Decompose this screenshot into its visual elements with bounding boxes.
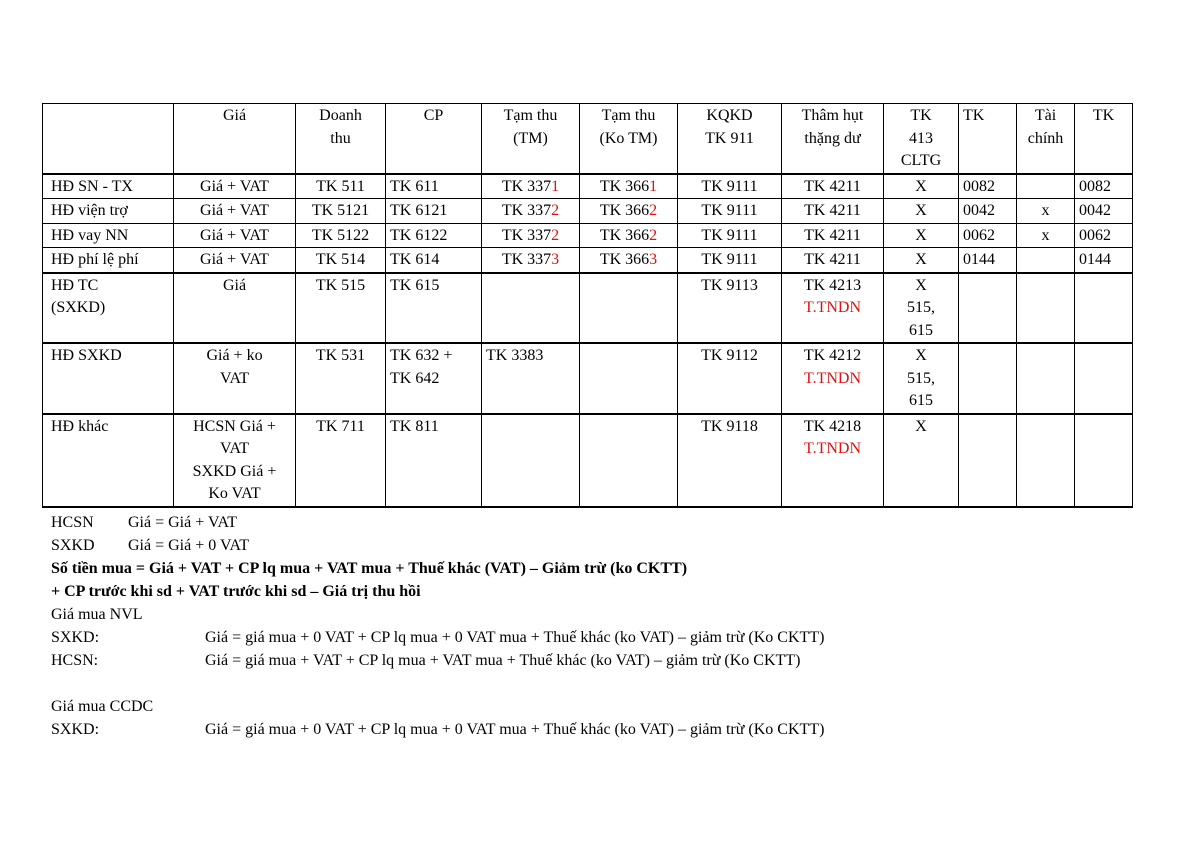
cost-cell: TK 614	[386, 248, 482, 273]
row-label: HĐ vay NN	[43, 223, 174, 248]
revenue-cell: TK 5121	[296, 199, 386, 224]
tndn-note: T.TNDN	[803, 440, 862, 457]
table-row	[43, 199, 1133, 224]
finance-cell	[1017, 248, 1075, 273]
price-cell: HCSN Giá + VAT SXKD Giá + Ko VAT	[174, 414, 296, 507]
price-cell: Giá + VAT	[174, 223, 296, 248]
cost-cell: TK 6121	[386, 199, 482, 224]
temp-tm-cell	[482, 414, 580, 507]
revenue-cell: TK 711	[296, 414, 386, 507]
surplus-cell: TK 4213 T.TNDN	[782, 273, 884, 344]
header-cell: Tạm thu (Ko TM)	[580, 104, 678, 174]
finance-cell	[1017, 174, 1075, 199]
surplus-cell: TK 4211	[782, 174, 884, 199]
cost-cell: TK 6122	[386, 223, 482, 248]
revenue-cell: TK 514	[296, 248, 386, 273]
price-cell: Giá + VAT	[174, 248, 296, 273]
temp-tm-cell: TK 3383	[482, 343, 580, 414]
tndn-note: T.TNDN	[803, 299, 862, 316]
temp-tm-cell: TK 3371	[482, 174, 580, 199]
tk-cell	[959, 273, 1017, 344]
temp-tm-cell: TK 3373	[482, 248, 580, 273]
header-cell: Tạm thu (TM)	[482, 104, 580, 174]
kqkd-cell: TK 9118	[678, 414, 782, 507]
temp-kotm-cell	[580, 273, 678, 344]
header-cell: Giá	[174, 104, 296, 174]
tk-cell: 0062	[959, 223, 1017, 248]
tk-cell	[959, 343, 1017, 414]
kqkd-cell: TK 9113	[678, 273, 782, 344]
header-cell: KQKD TK 911	[678, 104, 782, 174]
header-cell: CP	[386, 104, 482, 174]
table-row	[43, 174, 1133, 199]
row-label: HĐ SN - TX	[43, 174, 174, 199]
surplus-cell: TK 4211	[782, 248, 884, 273]
temp-kotm-cell: TK 3661	[580, 174, 678, 199]
kqkd-cell: TK 9111	[678, 223, 782, 248]
finance-cell	[1017, 343, 1075, 414]
finance-cell	[1017, 414, 1075, 507]
tk-cell	[959, 414, 1017, 507]
tk-cell: 0042	[1075, 199, 1133, 224]
table-row	[43, 223, 1133, 248]
tndn-note: T.TNDN	[803, 369, 862, 387]
clt-cell: X	[884, 248, 959, 273]
revenue-cell: TK 515	[296, 273, 386, 344]
tk-cell: 0042	[959, 199, 1017, 224]
finance-cell	[1017, 273, 1075, 344]
temp-kotm-cell: TK 3663	[580, 248, 678, 273]
cost-cell: TK 811	[386, 414, 482, 507]
surplus-cell: TK 4211	[782, 199, 884, 224]
temp-tm-cell: TK 3372	[482, 223, 580, 248]
header-cell: TK	[959, 104, 1017, 174]
header-cell	[43, 104, 174, 174]
revenue-cell: TK 5122	[296, 223, 386, 248]
cost-cell: TK 611	[386, 174, 482, 199]
clt-cell: X	[884, 174, 959, 199]
note-ccdc-sxkd: SXKD: Giá = giá mua + 0 VAT + CP lq mua + 0 VAT mua + Thuế khác (ko VAT) – giảm trừ (Ko CKTT)	[51, 721, 825, 738]
kqkd-cell: TK 9111	[678, 174, 782, 199]
row-label: HĐ khác	[43, 414, 174, 507]
cost-cell: TK 615	[386, 273, 482, 344]
tk-cell	[1075, 414, 1133, 507]
header-row	[43, 104, 1133, 174]
clt-cell: X	[884, 199, 959, 224]
note-hcsn: HCSN Giá = Giá + VAT	[51, 514, 238, 531]
price-cell: Giá + ko VAT	[174, 343, 296, 414]
row-label: HĐ phí lệ phí	[43, 248, 174, 273]
temp-kotm-cell	[580, 343, 678, 414]
note-purchase-formula-cont: + CP trước khi sd + VAT trước khi sd – Giá trị thu hồi	[51, 583, 421, 600]
tk-cell: 0062	[1075, 223, 1133, 248]
price-cell: Giá + VAT	[174, 174, 296, 199]
tk-cell: 0144	[1075, 248, 1133, 273]
clt-cell: X 515, 615	[884, 273, 959, 344]
temp-tm-cell	[482, 273, 580, 344]
note-purchase-formula: Số tiền mua = Giá + VAT + CP lq mua + VAT mua + Thuế khác (VAT) – Giảm trừ (ko CKTT)	[51, 560, 688, 577]
price-cell: Giá	[174, 273, 296, 344]
table-row	[43, 343, 1133, 414]
row-label: HĐ viện trợ	[43, 199, 174, 224]
temp-kotm-cell: TK 3662	[580, 223, 678, 248]
surplus-cell: TK 4212 T.TNDN	[782, 343, 884, 414]
header-cell: Doanh thu	[296, 104, 386, 174]
tk-cell	[1075, 343, 1133, 414]
note-ccdc-title: Giá mua CCDC	[51, 698, 154, 715]
temp-kotm-cell	[580, 414, 678, 507]
accounting-table	[42, 103, 1133, 508]
kqkd-cell: TK 9111	[678, 248, 782, 273]
surplus-cell: TK 4211	[782, 223, 884, 248]
header-cell: TK 413 CLTG	[884, 104, 959, 174]
tk-cell: 0144	[959, 248, 1017, 273]
tk-cell: 0082	[959, 174, 1017, 199]
table-row	[43, 273, 1133, 344]
kqkd-cell: TK 9112	[678, 343, 782, 414]
tk-cell	[1075, 273, 1133, 344]
row-label: HĐ TC (SXKD)	[43, 273, 174, 344]
temp-kotm-cell: TK 3662	[580, 199, 678, 224]
revenue-cell: TK 531	[296, 343, 386, 414]
temp-tm-cell: TK 3372	[482, 199, 580, 224]
kqkd-cell: TK 9111	[678, 199, 782, 224]
note-nvl-sxkd: SXKD: Giá = giá mua + 0 VAT + CP lq mua + 0 VAT mua + Thuế khác (ko VAT) – giảm trừ (Ko CKTT)	[51, 629, 825, 646]
note-sxkd: SXKD Giá = Giá + 0 VAT	[51, 537, 250, 554]
notes-section	[51, 511, 1171, 741]
price-cell: Giá + VAT	[174, 199, 296, 224]
header-cell: Tài chính	[1017, 104, 1075, 174]
note-nvl-title: Giá mua NVL	[51, 606, 143, 623]
tk-cell: 0082	[1075, 174, 1133, 199]
table-row	[43, 414, 1133, 507]
header-cell: Thâm hụt thặng dư	[782, 104, 884, 174]
clt-cell: X	[884, 223, 959, 248]
cost-cell: TK 632 + TK 642	[386, 343, 482, 414]
finance-cell: x	[1017, 199, 1075, 224]
clt-cell: X	[884, 414, 959, 507]
clt-cell: X 515, 615	[884, 343, 959, 414]
surplus-cell: TK 4218 T.TNDN	[782, 414, 884, 507]
header-cell: TK	[1075, 104, 1133, 174]
table-row	[43, 248, 1133, 273]
note-nvl-hcsn: HCSN: Giá = giá mua + VAT + CP lq mua + VAT mua + Thuế khác (ko VAT) – giảm trừ (Ko CKTT)	[51, 652, 801, 669]
revenue-cell: TK 511	[296, 174, 386, 199]
finance-cell: x	[1017, 223, 1075, 248]
row-label: HĐ SXKD	[43, 343, 174, 414]
